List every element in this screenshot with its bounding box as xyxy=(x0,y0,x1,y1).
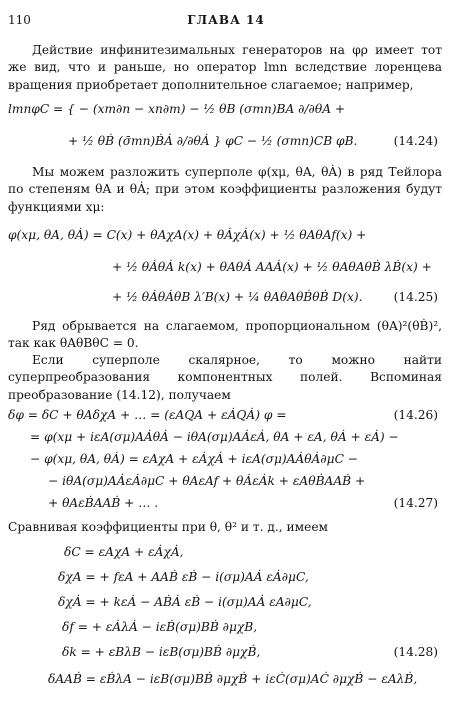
equation-body: − iθA(σμ)AȦεȦ∂μC + θAεAf + θȦεȦk + εAθḂAAḂ + xyxy=(48,474,366,488)
equation-body: δφ = δC + θAδχA + … = (εAQA + εȦQȦ) φ = xyxy=(8,408,287,422)
paragraph-comparison: Сравнивая коэффициенты при θ, θ² и т. д., имеем xyxy=(8,520,329,534)
equation-line xyxy=(8,426,442,448)
equation-line xyxy=(8,566,442,588)
equation-line xyxy=(8,470,442,492)
equation-line xyxy=(8,591,442,613)
equation-line xyxy=(8,224,442,246)
equation-body: + θAεḂAAḂ + … . xyxy=(48,496,159,510)
equation-line xyxy=(8,616,442,638)
equation-body: δf = + εȦλȦ − iεḂ(σμ)BḂ ∂μχB, xyxy=(62,620,258,634)
equation-body: = φ(xμ + iεA(σμ)AȦθȦ − iθA(σμ)AȦεȦ, θA + εA, θȦ + εȦ) − xyxy=(30,430,399,444)
equation-line xyxy=(8,130,442,152)
equation-body: δC = εAχA + εȦχȦ, xyxy=(64,545,184,559)
equation-body: δAAḂ = εḂλA − iεB(σμ)BḂ ∂μχḂ + iεĊ(σμ)AĊ ∂μχḂ − εAλḂ, xyxy=(48,672,418,686)
equation-line xyxy=(8,492,442,514)
equation-number: (14.26) xyxy=(393,408,438,422)
equation-body: − φ(xμ, θA, θȦ) = εAχA + εȦχȦ + iεA(σμ)AȦθȦ∂μC − xyxy=(30,452,358,466)
equation-body: δk = + εBλB − iεB(σμ)BḂ ∂μχḂ, xyxy=(62,645,261,659)
page-number: 110 xyxy=(8,13,31,27)
paragraph-taylor: Мы можем разложить суперполе φ(xμ, θA, θȦ) в ряд Тейлора по степеням θA и θȦ; при этом коэффициенты разложения будут функциями xμ: xyxy=(8,165,442,214)
equation-body: δχA = + fεA + AAḂ εḂ − i(σμ)AȦ εȦ∂μC, xyxy=(58,570,309,584)
equation-line xyxy=(8,98,442,120)
equation-body: + ½ θḂ (σ̄mn)ḂȦ ∂/∂θȦ } φC − ½ (σmn)CB φB. xyxy=(68,134,358,148)
equation-number: (14.24) xyxy=(393,134,438,148)
equation-line xyxy=(8,641,442,663)
equation-body: φ(xμ, θA, θȦ) = C(x) + θAχA(x) + θȦχȦ(x) + ½ θAθAf(x) + xyxy=(8,228,367,242)
equation-body: lmnφC = { − (xm∂n − xn∂m) − ½ θB (σmn)BA ∂/∂θA + xyxy=(8,102,346,116)
equation-line xyxy=(8,256,442,278)
equation-number: (14.25) xyxy=(393,290,438,304)
paragraph-supertransform: Если суперполе скалярное, то можно найти суперпреобразования компонентных полей. Вспоминая преобразование (14.12), получаем xyxy=(8,353,442,402)
equation-body: δχȦ = + kεȦ − AḂȦ εḂ − i(σμ)AȦ εA∂μC, xyxy=(58,595,312,609)
equation-number: (14.28) xyxy=(393,645,438,659)
equation-line xyxy=(8,668,442,690)
equation-number: (14.27) xyxy=(393,496,438,510)
equation-body: + ½ θȦθȦθB λ′B(x) + ¼ θAθAθḂθḂ D(x). xyxy=(112,290,363,304)
equation-line xyxy=(8,404,442,426)
equation-body: + ½ θȦθȦ k(x) + θAθȦ AAȦ(x) + ½ θAθAθḂ λḂ(x) + xyxy=(112,260,432,274)
running-header xyxy=(8,13,444,31)
paragraph-series-cutoff: Ряд обрывается на слагаемом, пропорциональном (θA)²(θḂ)², так как θAθBθC = 0. xyxy=(8,319,442,351)
paragraph-generators: Действие инфинитезимальных генераторов на φρ имеет тот же вид, что и раньше, но оператор lmn вследствие лоренцева вращения приобретает дополнительное слагаемое; например, xyxy=(8,43,442,92)
chapter-title: ГЛАВА 14 xyxy=(187,13,265,27)
equation-line xyxy=(8,541,442,563)
equation-line xyxy=(8,286,442,308)
equation-line xyxy=(8,448,442,470)
